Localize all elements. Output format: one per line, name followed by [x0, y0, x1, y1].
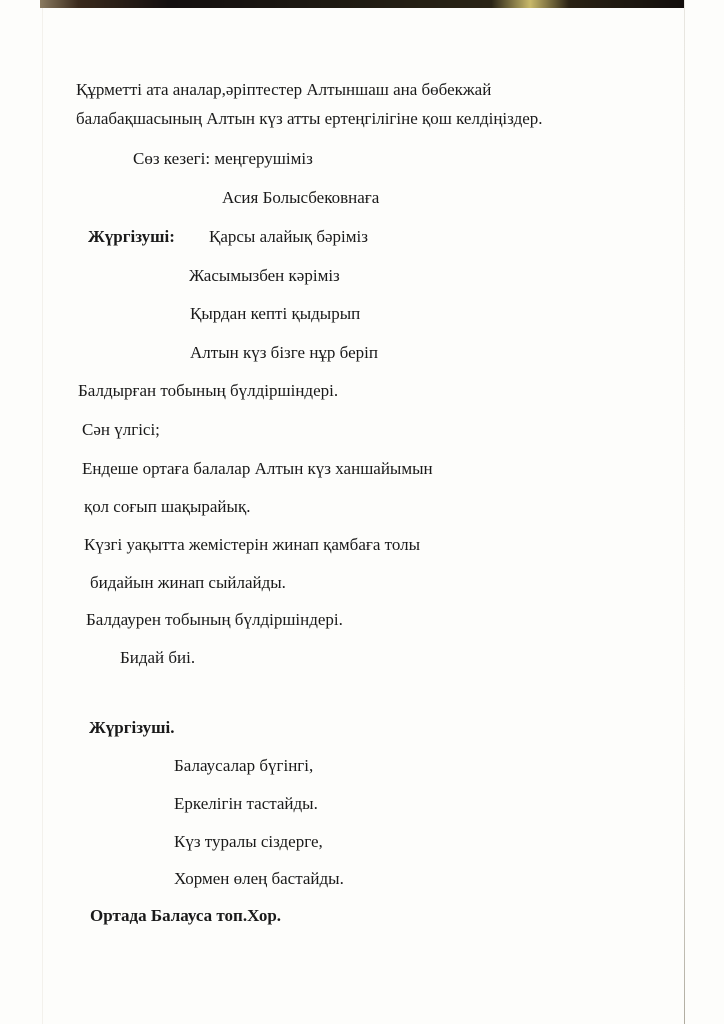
poem-1-line-3: Қырдан кепті қыдырып: [190, 304, 361, 323]
intro-line-1: Құрметті ата аналар,әріптестер Алтыншаш ана бөбекжай: [76, 80, 492, 99]
invite-line-1: Ендеше ортаға балалар Алтын күз ханшайымын: [82, 459, 433, 478]
poem-2-line-1: Балаусалар бүгінгі,: [174, 756, 314, 775]
page-left-edge: [42, 8, 43, 1024]
dance-line: Бидай биі.: [120, 648, 196, 667]
invite-line-2: қол соғып шақырайық.: [84, 497, 251, 516]
poem-2-line-2: Еркелігін тастайды.: [174, 794, 318, 813]
page-right-edge: [684, 0, 685, 1024]
word-to-name: Асия Болысбековнаға: [222, 188, 380, 207]
poem-2-line-4: Хормен өлең бастайды.: [174, 869, 344, 888]
fashion-line: Сән үлгісі;: [82, 420, 160, 439]
host-label-1: Жүргізуші:: [88, 227, 175, 246]
autumn-line-1: Күзгі уақытта жемістерін жинап қамбаға толы: [84, 535, 421, 554]
poem-1-line-2: Жасымызбен кәріміз: [189, 266, 340, 285]
closing-line: Ортада Балауса топ.Хор.: [90, 906, 282, 925]
poem-1-line-1: Қарсы алайық бәріміз: [209, 227, 368, 246]
group-2-line: Балдаурен тобының бүлдіршіндері.: [86, 610, 343, 629]
host-label-2: Жүргізуші.: [89, 718, 175, 737]
autumn-line-2: бидайын жинап сыйлайды.: [90, 573, 286, 592]
group-1-line: Балдырған тобының бүлдіршіндері.: [78, 381, 339, 400]
intro-line-2: балабақшасының Алтын күз атты ертеңгілігіне қош келдіңіздер.: [76, 109, 543, 128]
photo-top-edge: [40, 0, 685, 8]
word-to-line: Сөз кезегі: меңгерушіміз: [133, 149, 313, 168]
poem-2-line-3: Күз туралы сіздерге,: [174, 832, 323, 851]
poem-1-line-4: Алтын күз бізге нұр беріп: [190, 343, 378, 362]
